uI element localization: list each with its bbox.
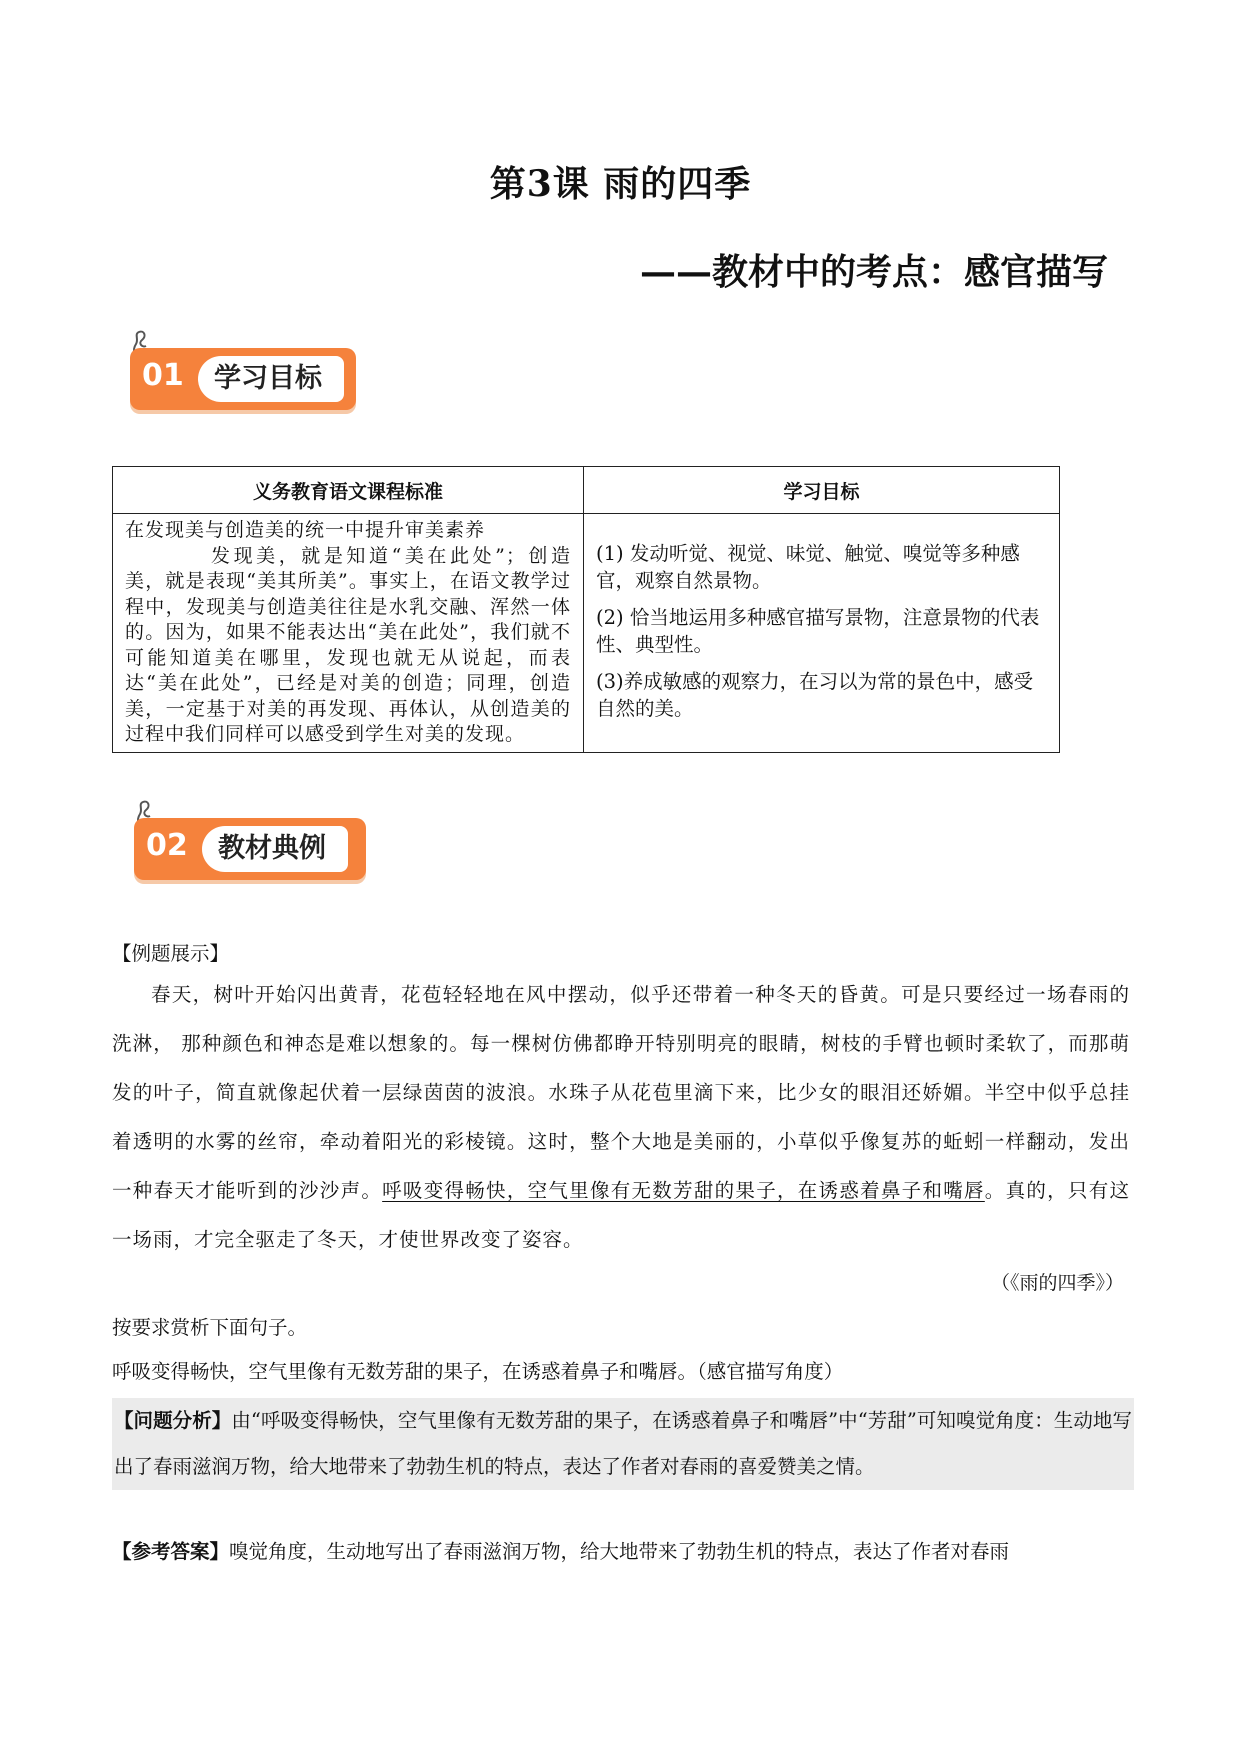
- section-label: 教材典例: [202, 826, 348, 872]
- analysis-text: 由“呼吸变得畅快，空气里像有无数芳甜的果子，在诱惑着鼻子和嘴唇”中“芳甜”可知嗅觉角度：生动地写出了春雨滋润万物，给大地带来了勃勃生机的特点，表达了作者对春雨的喜爱赞美之情。: [114, 1409, 1132, 1478]
- goals-cell: [584, 514, 1060, 753]
- underlined-sentence: 呼吸变得畅快，空气里像有无数芳甜的果子，在诱惑着鼻子和嘴唇: [382, 1179, 985, 1202]
- analysis-label: 【问题分析】: [114, 1409, 232, 1432]
- lesson-title: 第3课 雨的四季: [489, 163, 752, 205]
- answer-block: [112, 1536, 1130, 1564]
- analysis-block: [112, 1398, 1134, 1490]
- question-prompt: 按要求赏析下面句子。: [112, 1316, 308, 1339]
- section-badge-examples: [134, 818, 366, 880]
- table-header-standard: 义务教育语文课程标准: [113, 467, 584, 514]
- goal-item: (1) 发动听觉、视觉、味觉、触觉、嗅觉等多种感官，观察自然景物。: [596, 541, 1020, 592]
- answer-text: 嗅觉角度，生动地写出了春雨滋润万物，给大地带来了勃勃生机的特点，表达了作者对春雨: [229, 1540, 1010, 1563]
- example-label: 【例题展示】: [112, 942, 230, 965]
- standard-cell: [113, 514, 584, 753]
- answer-label: 【参考答案】: [112, 1540, 230, 1563]
- table-header-goals: 学习目标: [584, 467, 1060, 514]
- lesson-subtitle: ——教材中的考点：感官描写: [639, 251, 1108, 293]
- goal-item: (2) 恰当地运用多种感官描写景物，注意景物的代表性、典型性。: [596, 605, 1040, 656]
- question-sentence: 呼吸变得畅快，空气里像有无数芳甜的果子，在诱惑着鼻子和嘴唇。（感官描写角度）: [112, 1360, 844, 1383]
- standard-heading: 在发现美与创造美的统一中提升审美素养: [125, 519, 486, 541]
- goal-item: (3)养成敏感的观察力，在习以为常的景色中，感受自然的美。: [596, 669, 1034, 720]
- section-badge-goals: [130, 348, 356, 410]
- section-label: 学习目标: [198, 356, 344, 402]
- example-passage: 春天，树叶开始闪出黄青，花苞轻轻地在风中摆动，似乎还带着一种冬天的昏黄。可是只要经过一场春雨的洗淋， 那种颜色和神态是难以想象的。每一棵树仿佛都睁开特别明亮的眼睛，树枝的手臂也顿时柔软了，而那萌发的叶子，简直就像起伏着一层绿茵茵的波浪。水珠子从花苞里滴下来，比少女的眼泪还娇媚。半空中似乎总挂着透明的水雾的丝帘，牵动着阳光的彩棱镜。这时，整个大地是美丽的，小草似乎像复苏的蚯蚓一样翻动，发出一种春天才能听到的沙沙声。呼吸变得畅快，空气里像有无数芳甜的果子，在诱惑着鼻子和嘴唇。真的，只有这一场雨，才完全驱走了冬天，才使世界改变了姿容。: [112, 983, 1130, 1251]
- section-number: 02: [146, 828, 188, 863]
- passage-source: （《雨的四季》）: [990, 1272, 1124, 1294]
- standard-body: 发现美，就是知道“美在此处”；创造美，就是表现“美其所美”。事实上，在语文教学过程中，发现美与创造美往往是水乳交融、浑然一体的。因为，如果不能表达出“美在此处”，我们就不可能知道美在哪里，发现也就无从说起，而表达“美在此处”，已经是对美的创造；同理，创造美，一定基于对美的再发现、再体认，从创造美的过程中我们同样可以感受到学生对美的发现。: [125, 544, 571, 745]
- section-number: 01: [142, 358, 184, 393]
- curriculum-table: [112, 466, 1060, 753]
